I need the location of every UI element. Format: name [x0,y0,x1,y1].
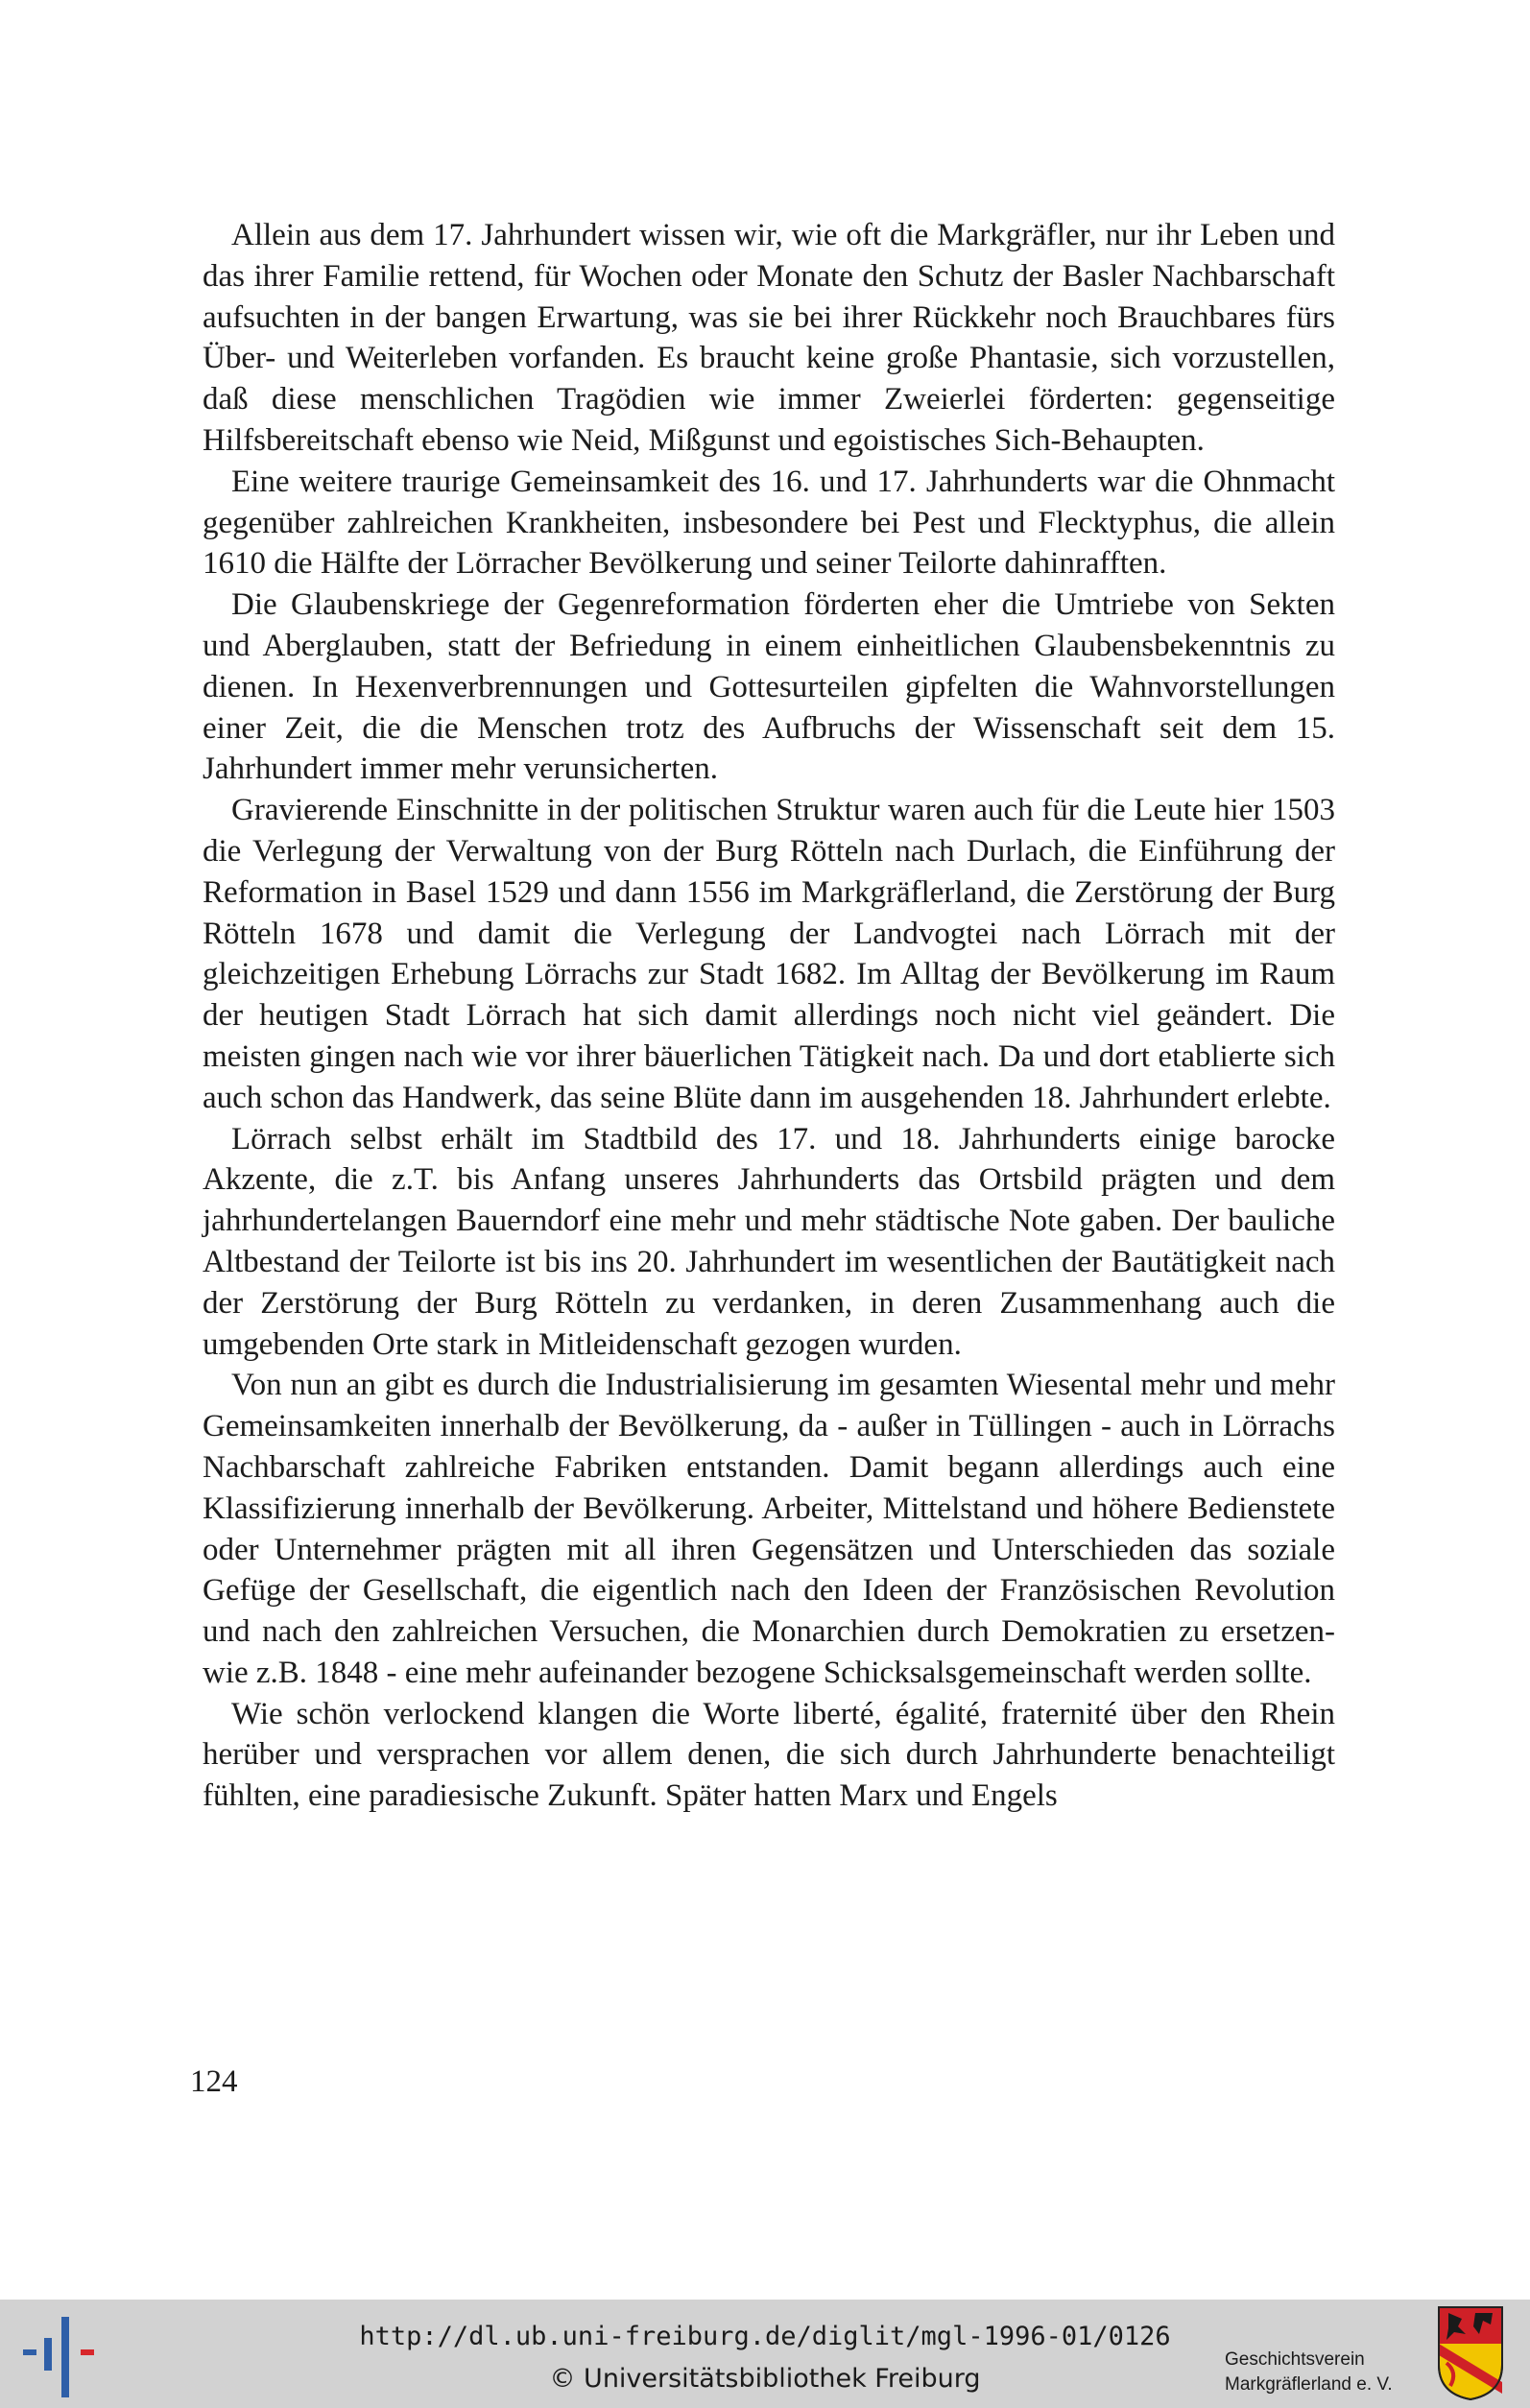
paragraph: Lörrach selbst erhält im Stadtbild des 17. und 18. Jahrhunderts einige barocke Akzente, die z.T. bis Anfang unseres Jahrhunderts das Ortsbild prägten und dem jahrhundertelangen Bauerndorf eine mehr und mehr städtische Note gaben. Der bauliche Altbestand der Teilorte ist bis ins 20. Jahrhundert im wesentlichen der Bautätigkeit nach der Zerstörung der Burg Rötteln zu verdanken, in deren Zusammenhang auch die umgebenden Orte stark in Mitleidenschaft gezogen wurden. [203,1121,1335,1362]
paragraph: Gravierende Einschnitte in der politischen Struktur waren auch für die Leute hier 1503 die Verlegung der Verwaltung von der Burg Rötteln nach Durlach, die Einführung der Reformation in Basel 1529 und dann 1556 im Markgräflerland, die Zerstörung der Burg Rötteln 1678 und damit die Verlegung der Landvogtei nach Lörrach mit der gleichzeitigen Erhebung Lörrachs zur Stadt 1682. Im Alltag der Bevölkerung im Raum der heutigen Stadt Lörrach hat sich damit allerdings noch nicht viel geändert. Die meisten gingen nach wie vor ihrer bäuerlichen Tätigkeit nach. Da und dort etablierte sich auch schon das Handwerk, das seine Blüte dann im ausgehenden 18. Jahrhundert erlebte. [203,793,1335,1115]
copyright-notice: © Universitätsbibliothek Freiburg [549,2364,981,2394]
page-number: 124 [190,2064,238,2099]
society-name-line: Geschichtsverein [1225,2349,1365,2370]
page-body [203,215,1335,1817]
society-name-line: Markgräflerland e. V. [1225,2374,1393,2395]
paragraph: Wie schön verlockend klangen die Worte liberté, égalité, fraternité über den Rhein herüber und versprachen vor allem denen, die sich durch Jahrhunderte benachteiligt fühlten, eine paradiesische Zukunft. Später hatten Marx und Engels [203,1696,1335,1814]
paragraph: Eine weitere traurige Gemeinsamkeit des 16. und 17. Jahrhunderts war die Ohnmacht gegenüber zahlreichen Krankheiten, insbesondere bei Pest und Flecktyphus, die allein 1610 die Hälfte der Lörracher Bevölkerung und seiner Teilorte dahinrafften. [203,464,1335,582]
paragraph: Allein aus dem 17. Jahrhundert wissen wir, wie oft die Markgräfler, nur ihr Leben und das ihrer Familie rettend, für Wochen oder Monate den Schutz der Basler Nachbarschaft aufsuchten in der bangen Erwartung, was sie bei ihrer Rückkehr noch Brauchbares fürs Über- und Weiterleben vorfanden. Es braucht keine große Phantasie, sich vorzustellen, daß diese menschlichen Tragödien wie immer Zweierlei förderten: gegenseitige Hilfsbereitschaft ebenso wie Neid, Mißgunst und egoistisches Sich-Behaupten. [203,218,1335,458]
paragraph: Von nun an gibt es durch die Industrialisierung im gesamten Wiesental mehr und mehr Gemeinsamkeiten innerhalb der Bevölkerung, da - außer in Tüllingen - auch in Lörrachs Nachbarschaft zahlreiche Fabriken entstanden. Damit begann allerdings auch eine Klassifizierung innerhalb der Bevölkerung. Arbeiter, Mittelstand und höhere Bedienstete oder Unternehmer prägten mit all ihren Gegensätzen und Unterschieden das soziale Gefüge der Gesellschaft, die eigentlich nach den Ideen der Französischen Revolution und nach den zahlreichen Versuchen, die Monarchien durch Demokratien zu ersetzen- wie z.B. 1848 - eine mehr aufeinander bezogene Schicksalsgemeinschaft werden sollte. [203,1368,1335,1690]
society-name [1225,2348,1436,2397]
paragraph: Die Glaubenskriege der Gegenreformation förderten eher die Umtriebe von Sekten und Aberglauben, statt der Befriedung in einem einheitlichen Glaubensbekenntnis zu dienen. In Hexenverbrennungen und Gottesurteilen gipfelten die Wahnvorstellungen einer Zeit, die die Menschen trotz des Aufbruchs der Wissenschaft seit dem 15. Jahrhundert immer mehr verunsicherten. [203,587,1335,787]
document-url-link[interactable]: http://dl.ub.uni-freiburg.de/diglit/mgl-1996-01/0126 [359,2322,1171,2351]
coat-of-arms-icon [1437,2305,1504,2401]
footer-bar [0,2300,1530,2408]
